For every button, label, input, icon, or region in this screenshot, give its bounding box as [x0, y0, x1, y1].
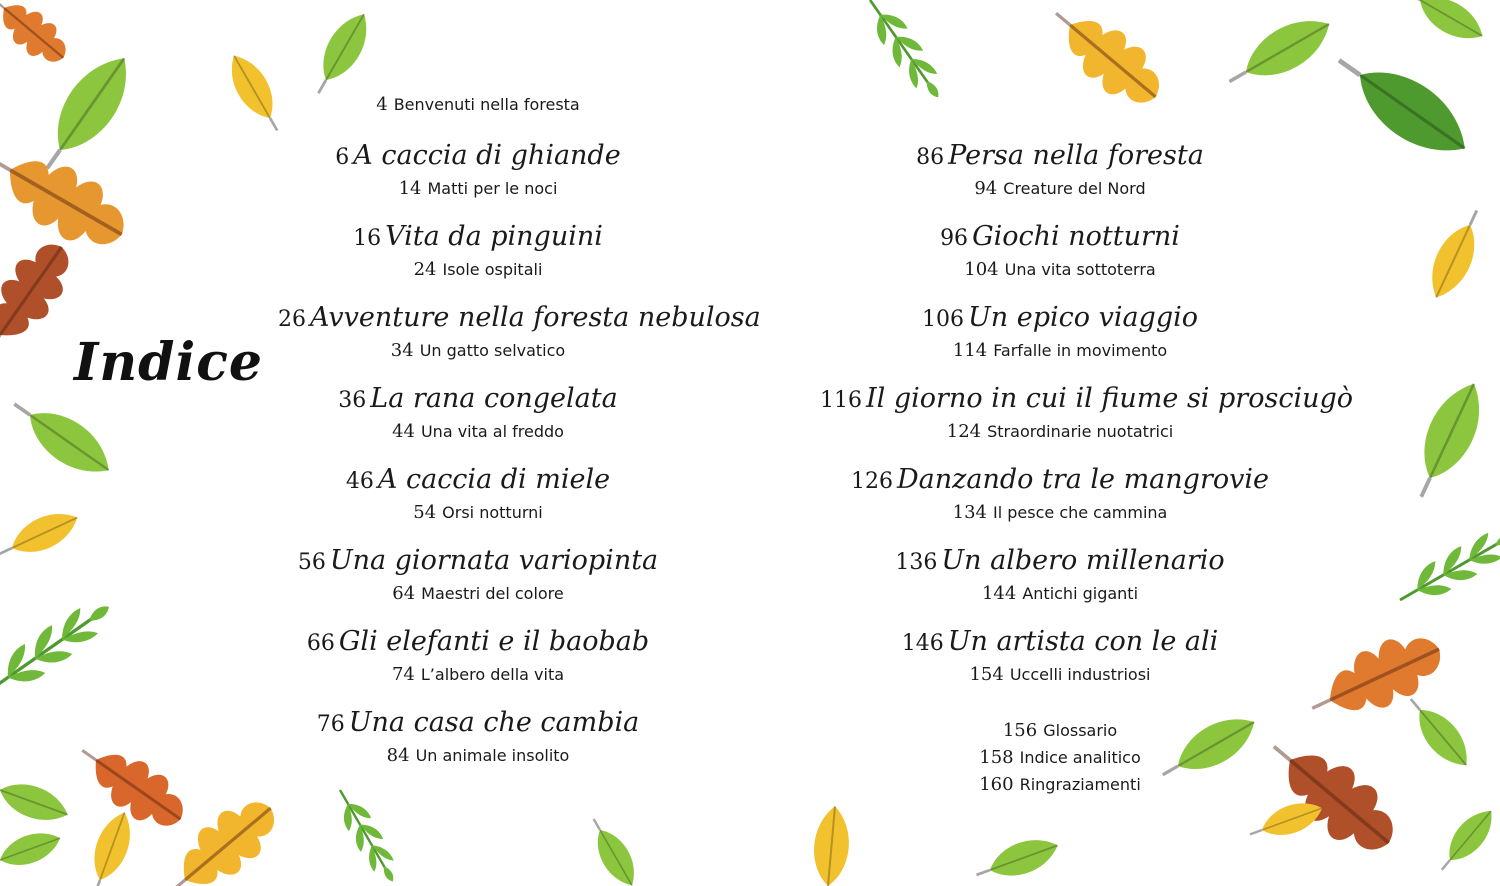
- subchapter-entry: [820, 500, 1300, 526]
- chapter-entry[interactable]: [820, 624, 1300, 705]
- subchapter-entry: [278, 257, 678, 283]
- subchapter-title: Straordinarie nuotatrici: [987, 422, 1174, 441]
- page-number: 156: [1002, 720, 1038, 741]
- back-matter-list: [820, 717, 1300, 798]
- subchapter-title: Creature del Nord: [1003, 179, 1146, 198]
- chapter-page-number: 96: [940, 226, 969, 251]
- subchapter-title: Orsi notturni: [442, 503, 543, 522]
- chapter-heading: [278, 462, 678, 500]
- chapter-entry[interactable]: [278, 138, 678, 219]
- left-chapter-list: [278, 138, 761, 786]
- chapter-entry[interactable]: [820, 381, 1354, 462]
- subchapter-title: Isole ospitali: [442, 260, 543, 279]
- chapter-entry[interactable]: [278, 462, 678, 543]
- subchapter-title: Una vita sottoterra: [1004, 260, 1156, 279]
- toc-right-column: [820, 90, 1354, 798]
- page-number: 160: [979, 774, 1014, 795]
- subchapter-page-number: 44: [392, 421, 415, 442]
- subchapter-entry: [820, 176, 1300, 202]
- subchapter-entry: [278, 500, 678, 526]
- page-number: 4: [376, 94, 388, 115]
- subchapter-entry: [278, 743, 678, 769]
- chapter-heading: [278, 219, 678, 257]
- chapter-title: Il giorno in cui il fiume si prosciugò: [866, 383, 1354, 414]
- subchapter-title: Un animale insolito: [415, 746, 570, 765]
- subchapter-page-number: 114: [952, 340, 988, 361]
- chapter-page-number: 146: [901, 631, 944, 656]
- chapter-heading: [820, 138, 1300, 176]
- chapter-heading: [278, 381, 678, 419]
- entry-label: Glossario: [1043, 721, 1118, 740]
- subchapter-page-number: 14: [398, 178, 422, 199]
- chapter-heading: [820, 543, 1300, 581]
- chapter-title: Danzando tra le mangrovie: [896, 464, 1269, 495]
- subchapter-page-number: 144: [981, 583, 1017, 604]
- subchapter-entry: [278, 581, 678, 607]
- subchapter-title: Il pesce che cammina: [993, 503, 1168, 522]
- chapter-entry[interactable]: [278, 705, 678, 786]
- chapter-page-number: 106: [921, 307, 964, 332]
- chapter-entry[interactable]: [820, 219, 1300, 300]
- entry-label: Benvenuti nella foresta: [393, 95, 580, 114]
- back-matter-glossary[interactable]: [820, 717, 1300, 744]
- subchapter-title: Farfalle in movimento: [993, 341, 1168, 360]
- chapter-title: Un albero millenario: [941, 545, 1225, 576]
- chapter-page-number: 126: [850, 469, 893, 494]
- chapter-title: Avventure nella foresta nebulosa: [310, 302, 761, 333]
- chapter-page-number: 36: [338, 388, 367, 413]
- chapter-heading: [820, 462, 1300, 500]
- chapter-heading: [278, 300, 761, 338]
- subchapter-page-number: 124: [946, 421, 982, 442]
- subchapter-page-number: 154: [969, 664, 1004, 685]
- chapter-page-number: 86: [916, 145, 945, 170]
- chapter-entry[interactable]: [820, 543, 1300, 624]
- chapter-heading: [820, 381, 1354, 419]
- subchapter-entry: [278, 662, 678, 688]
- chapter-heading: [278, 624, 678, 662]
- subchapter-title: Una vita al freddo: [420, 422, 564, 441]
- chapter-entry[interactable]: [820, 462, 1300, 543]
- back-matter-index[interactable]: [820, 744, 1300, 771]
- chapter-heading: [820, 219, 1300, 257]
- subchapter-page-number: 54: [413, 502, 437, 523]
- chapter-title: Un epico viaggio: [967, 302, 1199, 333]
- subchapter-entry: [278, 419, 678, 445]
- chapter-title: Una giornata variopinta: [329, 545, 659, 576]
- chapter-heading: [278, 138, 678, 176]
- chapter-page-number: 6: [335, 145, 350, 170]
- subchapter-page-number: 34: [390, 340, 414, 361]
- back-matter-acknowledgements[interactable]: [820, 771, 1300, 798]
- subchapter-title: L’albero della vita: [420, 665, 565, 684]
- chapter-entry[interactable]: [820, 138, 1300, 219]
- entry-label: Ringraziamenti: [1019, 775, 1141, 794]
- subchapter-title: Matti per le noci: [427, 179, 558, 198]
- chapter-page-number: 76: [316, 712, 345, 737]
- chapter-title: Gli elefanti e il baobab: [338, 626, 650, 657]
- subchapter-title: Un gatto selvatico: [419, 341, 566, 360]
- chapter-title: Una casa che cambia: [348, 707, 640, 738]
- chapter-page-number: 66: [306, 631, 335, 656]
- chapter-entry[interactable]: [278, 219, 678, 300]
- chapter-title: A caccia di miele: [377, 464, 611, 495]
- chapter-page-number: 116: [820, 388, 862, 413]
- subchapter-title: Uccelli industriosi: [1009, 665, 1151, 684]
- subchapter-title: Maestri del colore: [421, 584, 564, 603]
- chapter-page-number: 56: [297, 550, 326, 575]
- chapter-title: A caccia di ghiande: [353, 140, 621, 171]
- chapter-heading: [820, 300, 1300, 338]
- chapter-page-number: 16: [353, 226, 382, 251]
- chapter-entry[interactable]: [278, 624, 678, 705]
- subchapter-entry: [820, 257, 1300, 283]
- subchapter-page-number: 64: [392, 583, 416, 604]
- subchapter-entry: [820, 581, 1300, 607]
- toc-left-column: [278, 90, 761, 786]
- subchapter-page-number: 74: [391, 664, 415, 685]
- subchapter-page-number: 134: [952, 502, 987, 523]
- chapter-heading: [278, 705, 678, 743]
- chapter-entry[interactable]: [278, 543, 678, 624]
- toc-intro-entry[interactable]: [278, 90, 678, 138]
- entry-label: Indice analitico: [1019, 748, 1141, 767]
- subchapter-title: Antichi giganti: [1022, 584, 1139, 603]
- subchapter-page-number: 84: [386, 745, 410, 766]
- page-number: 158: [979, 747, 1014, 768]
- chapter-title: Giochi notturni: [972, 221, 1180, 252]
- chapter-entry[interactable]: [278, 381, 678, 462]
- chapter-title: Persa nella foresta: [948, 140, 1204, 171]
- subchapter-entry: [820, 662, 1300, 688]
- subchapter-entry: [278, 176, 678, 202]
- page-title: Indice: [74, 332, 263, 393]
- chapter-entry[interactable]: [278, 300, 761, 381]
- subchapter-page-number: 24: [413, 259, 437, 280]
- chapter-entry[interactable]: [820, 300, 1300, 381]
- subchapter-page-number: 104: [964, 259, 999, 280]
- chapter-title: Vita da pinguini: [385, 221, 603, 252]
- subchapter-entry: [820, 419, 1300, 445]
- subchapter-entry: [820, 338, 1300, 364]
- chapter-heading: [278, 543, 678, 581]
- subchapter-page-number: 94: [974, 178, 998, 199]
- chapter-heading: [820, 624, 1300, 662]
- chapter-page-number: 136: [895, 550, 938, 575]
- right-chapter-list: [820, 138, 1354, 705]
- chapter-page-number: 26: [278, 307, 306, 332]
- chapter-title: La rana congelata: [370, 383, 618, 414]
- chapter-page-number: 46: [345, 469, 374, 494]
- chapter-title: Un artista con le ali: [947, 626, 1219, 657]
- subchapter-entry: [278, 338, 678, 364]
